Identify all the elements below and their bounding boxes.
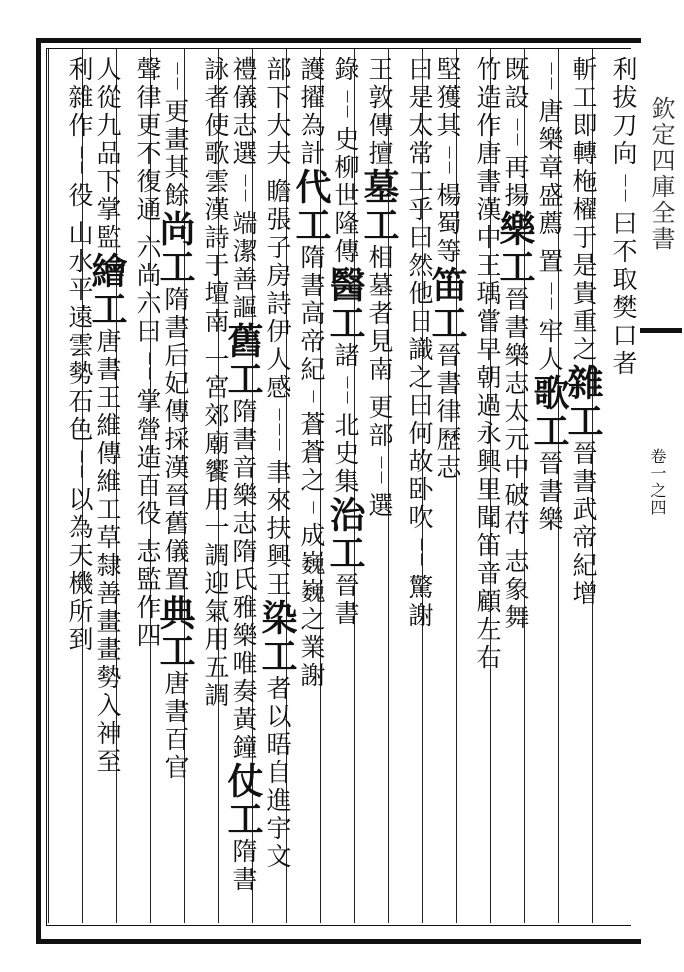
body-text: 利雜作: [65, 56, 94, 140]
body-text: 蒼蒼之: [297, 411, 326, 495]
body-text: 詠者使歌雲漢詩于壇南: [201, 56, 230, 336]
body-text: 唐書王維傳維工草隸善畫畫勢入神至: [93, 328, 122, 776]
body-text: 部下大夫: [263, 56, 292, 168]
body-text: 斬工即轉柂櫂于是貴重之: [569, 56, 598, 364]
body-text: 選: [365, 492, 394, 520]
body-text: 人從九品下掌監: [93, 56, 122, 252]
entry-heading: 雜工: [562, 364, 604, 440]
body-text: 驚謝: [405, 574, 434, 630]
repeat-mark: 丨丨: [72, 146, 87, 176]
entry-heading: 仗工: [222, 762, 264, 838]
body-text: 竹造作唐書漢中王瑀嘗早朝過永興里聞笛音顧左右: [473, 56, 502, 672]
repeat-mark: 丨: [304, 501, 319, 516]
entry-heading: 舊工: [222, 322, 264, 398]
body-text: 史柳世隆傳: [331, 126, 360, 266]
body-text: 置: [535, 248, 564, 276]
entry-heading: 樂工: [494, 210, 536, 286]
body-text: 隋書高帝紀: [297, 244, 326, 384]
body-text: 唐樂章盛薦: [535, 98, 564, 238]
body-text: 北史集: [331, 412, 360, 496]
body-text: 志象舞: [501, 548, 530, 632]
page-edge-margin: [640, 38, 682, 934]
body-text: 晉書樂: [535, 450, 564, 534]
body-text: 更畫其餘: [161, 98, 190, 210]
repeat-mark: 丨丨丨: [270, 408, 285, 453]
repeat-mark: 丨丨: [140, 352, 155, 382]
body-text: 晉書: [331, 572, 360, 628]
body-text: 役: [65, 182, 94, 210]
repeat-mark: 丨丨: [338, 90, 353, 120]
body-text: 以為天機所到: [65, 486, 94, 654]
repeat-mark: 丨丨: [542, 282, 557, 312]
entry-heading: 典工: [154, 594, 196, 670]
repeat-mark: 丨丨: [72, 450, 87, 480]
body-text: 護擢為計: [297, 56, 326, 168]
body-text: 禮儀志選: [229, 56, 258, 168]
repeat-mark: 丨丨: [168, 62, 183, 92]
body-text: 六尚六曰: [133, 234, 162, 346]
entry-heading: 墓工: [358, 168, 400, 244]
entry-heading: 繪工: [86, 252, 128, 328]
repeat-mark: 丨丨: [616, 174, 631, 204]
body-text: 山水平遠雲勢石色: [65, 220, 94, 444]
body-text: 隋書: [229, 838, 258, 894]
body-text: 晉書武帝紀增: [569, 440, 598, 608]
body-text: 更部: [365, 394, 394, 450]
body-text: 相墓者見南: [365, 244, 394, 384]
repeat-mark: 丨丨: [412, 538, 427, 568]
juan-label: 卷一之四: [648, 448, 667, 516]
repeat-mark: 丨丨: [372, 456, 387, 486]
body-text: 一宮郊廟饗用一調迎氣用五調: [201, 346, 230, 710]
text-column: [44, 56, 94, 918]
entry-heading: 醫工: [324, 266, 366, 342]
repeat-mark: 丨: [304, 390, 319, 405]
edge-divider: [640, 328, 682, 333]
body-text: 聲律更不復通: [133, 56, 162, 224]
body-text: 晉書律歷志: [433, 342, 462, 482]
body-text: 利拔刀向: [609, 56, 638, 168]
entry-heading: 治工: [324, 496, 366, 572]
body-text: 曰是太常工乎曰然他日識之曰何故卧吹: [405, 56, 434, 532]
entry-heading: 染工: [256, 599, 298, 675]
body-text: 志監作四: [133, 538, 162, 650]
book-title: 欽定四庫全書: [647, 96, 675, 252]
repeat-mark: 丨丨: [508, 118, 523, 148]
entry-heading: 歌工: [528, 374, 570, 450]
repeat-mark: 丨丨: [440, 146, 455, 176]
body-text: 瞻張子房詩伊人感: [263, 178, 292, 402]
body-text: 曰不取樊口者: [609, 210, 638, 378]
body-text: 端潔善謳: [229, 210, 258, 322]
body-text: 者以晤自進宇文: [263, 675, 292, 871]
entry-heading: 代工: [290, 168, 332, 244]
body-text: 諸: [331, 342, 360, 370]
body-text: 堅獲其: [433, 56, 462, 140]
repeat-mark: 丨丨: [542, 62, 557, 92]
body-text: 既設: [501, 56, 530, 112]
body-text: 楊蜀等: [433, 182, 462, 266]
body-text: 王敦傳擅: [365, 56, 394, 168]
body-text: 隋書后妃傳採漢晉舊儀置: [161, 286, 190, 594]
repeat-mark: 丨丨: [236, 174, 251, 204]
column-text: [44, 56, 94, 654]
body-text: 隋書音樂志隋氏雅樂唯奏黃鐘: [229, 398, 258, 762]
body-text: 錄: [331, 56, 360, 84]
body-text: 晉書樂志太元中破苻: [501, 286, 530, 538]
repeat-mark: 丨丨: [338, 376, 353, 406]
body-text: 成巍巍之業謝: [297, 522, 326, 690]
body-text: 掌營造百役: [133, 388, 162, 528]
entry-heading: 尚工: [154, 210, 196, 286]
body-text: 聿來扶興王: [263, 459, 292, 599]
body-text: 唐書百官: [161, 670, 190, 782]
body-text: 牢人: [535, 318, 564, 374]
entry-heading: 笛工: [426, 266, 468, 342]
body-text: 再揚: [501, 154, 530, 210]
